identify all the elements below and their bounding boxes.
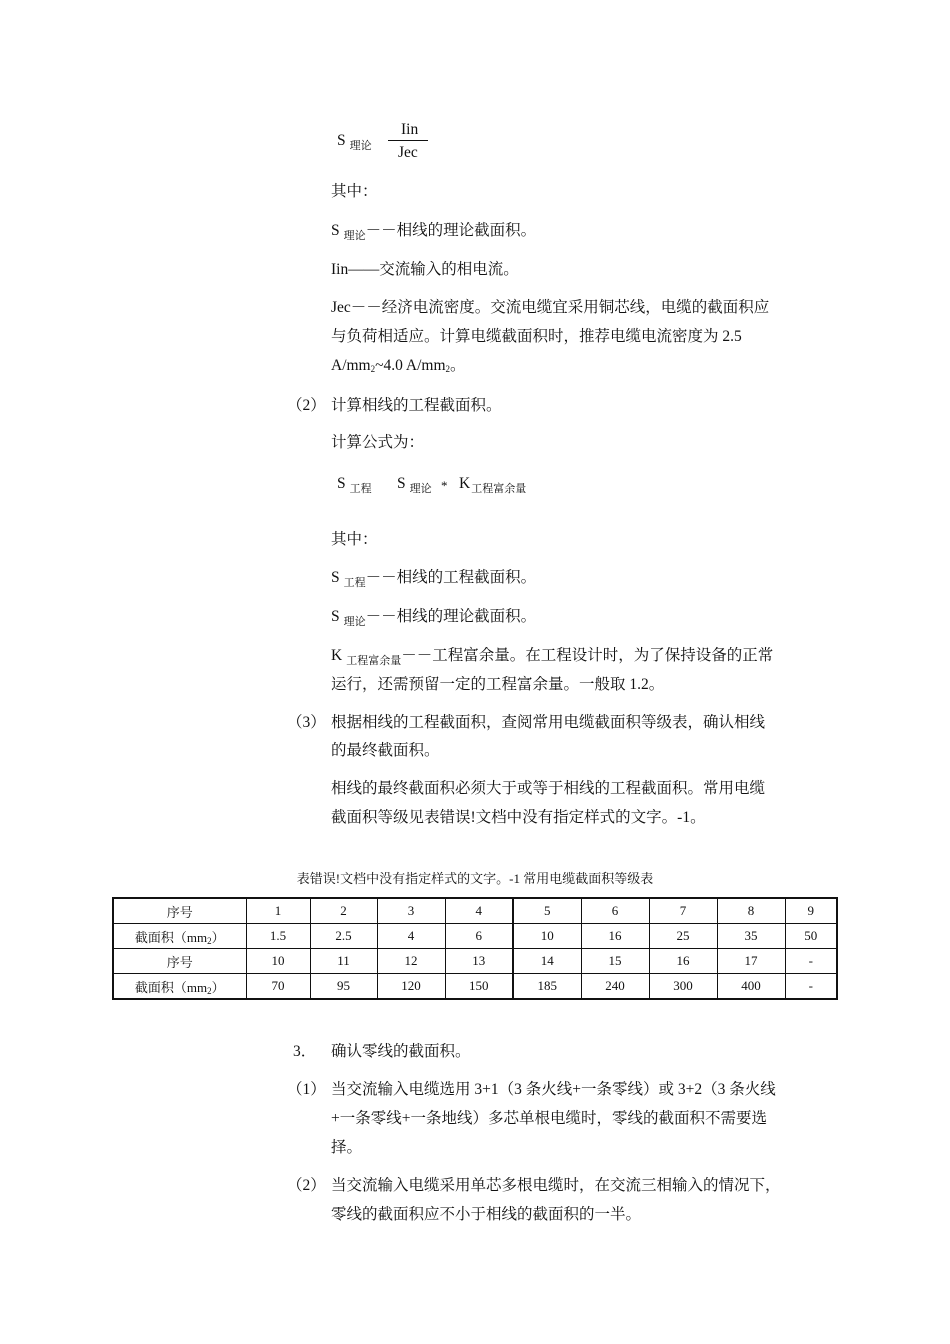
table-cell: 2.5 — [310, 924, 377, 949]
formula2-s2: S — [397, 475, 406, 492]
s3-item1-line2: +一条零线+一条地线）多芯单根电缆时，零线的截面积不需要选 — [331, 1110, 767, 1127]
period: 。 — [450, 357, 466, 374]
table-cell: 150 — [445, 974, 513, 1000]
table-cell: 13 — [445, 949, 513, 974]
def-s-theory-2 — [331, 606, 536, 629]
formula2-k: K — [459, 475, 471, 492]
def-text: －－工程富余量。在工程设计时，为了保持设备的正常 — [401, 647, 774, 664]
section3-title: 确认零线的截面积。 — [331, 1043, 471, 1060]
s3-item2-number: （2） — [287, 1177, 326, 1194]
def-text: －－相线的理论截面积。 — [365, 222, 537, 239]
formula-lhs-sub: 理论 — [349, 140, 372, 152]
formula2-s: S — [337, 475, 346, 492]
def-sub: 工程 — [343, 577, 366, 589]
formula2-term2 — [397, 473, 432, 496]
row-label-text: 序号 — [166, 954, 193, 970]
cable-grade-table — [112, 897, 838, 1000]
table-cell: 8 — [717, 898, 785, 924]
def-iin: Iin——交流输入的相电流。 — [331, 261, 519, 278]
table-cell: 185 — [513, 974, 581, 1000]
step2-number: （2） — [287, 397, 326, 414]
def-k-line1 — [331, 645, 773, 668]
table-cell: 35 — [717, 924, 785, 949]
step3-number: （3） — [287, 714, 326, 731]
table-cell: 7 — [649, 898, 717, 924]
s3-item1-line1: 当交流输入电缆选用 3+1（3 条火线+一条零线）或 3+2（3 条火线 — [331, 1081, 776, 1098]
row-label-end: ） — [211, 929, 225, 945]
def-symbol: K — [331, 647, 343, 664]
s3-item1-line3: 择。 — [331, 1139, 363, 1156]
formula-intro: 计算公式为： — [331, 434, 425, 451]
formula-lhs: S — [337, 132, 346, 149]
def-text: －－相线的理论截面积。 — [365, 608, 537, 625]
row-label — [113, 974, 246, 1000]
table-cell: 16 — [649, 949, 717, 974]
unit-exp: 2 — [445, 364, 451, 374]
def-s-theory — [331, 220, 536, 243]
def-sub: 理论 — [343, 230, 366, 242]
formula-theory — [337, 130, 372, 153]
formula2-term3 — [459, 473, 526, 496]
def-jec-line2 — [331, 326, 809, 348]
unit-exp: 2 — [370, 364, 376, 374]
formula2-op: * — [441, 478, 448, 493]
def-k-line2: 运行，还需预留一定的工程富余量。一般取 1.2。 — [331, 676, 665, 693]
table-cell: 9 — [785, 898, 837, 924]
table-cell: - — [785, 974, 837, 1000]
table-cell: 15 — [581, 949, 649, 974]
unit-text: ~4.0 A/mm — [375, 357, 446, 374]
row-label — [113, 924, 246, 949]
formula2-s2-sub: 理论 — [409, 483, 432, 495]
def-sub: 理论 — [343, 616, 366, 628]
s3-item2-line1: 当交流输入电缆采用单芯多根电缆时，在交流三相输入的情况下， — [331, 1177, 781, 1194]
table-cell: 14 — [513, 949, 581, 974]
def-jec-line2-text: 与负荷相适应。计算电缆截面积时，推荐电缆电流密度为 2.5 — [331, 328, 742, 345]
section3-number: 3． — [293, 1043, 317, 1060]
def-jec-line3 — [331, 355, 466, 378]
def-jec-line1: Jec－－经济电流密度。交流电缆宜采用铜芯线，电缆的截面积应 — [331, 299, 770, 316]
table-row — [113, 898, 837, 924]
step3-line2: 的最终截面积。 — [331, 742, 440, 759]
where-label-2: 其中： — [331, 531, 378, 548]
table-cell: 95 — [310, 974, 377, 1000]
s3-item1-number: （1） — [287, 1081, 326, 1098]
table-cell: 25 — [649, 924, 717, 949]
table-cell: 6 — [581, 898, 649, 924]
note-line1: 相线的最终截面积必须大于或等于相线的工程截面积。常用电缆 — [331, 780, 766, 797]
table-cell: 240 — [581, 974, 649, 1000]
def-sub: 工程富余量 — [346, 655, 402, 667]
table-cell: 5 — [513, 898, 581, 924]
formula-denominator: Jec — [398, 144, 418, 161]
table-cell: 1 — [246, 898, 310, 924]
table-row — [113, 924, 837, 949]
table-cell: 3 — [377, 898, 445, 924]
table-caption: 表错误!文档中没有指定样式的文字。-1 常用电缆截面积等级表 — [296, 871, 654, 886]
table-cell: 12 — [377, 949, 445, 974]
step3-line1: 根据相线的工程截面积，查阅常用电缆截面积等级表，确认相线 — [331, 714, 766, 731]
table-cell: 70 — [246, 974, 310, 1000]
formula-engineering — [337, 473, 372, 496]
table-cell: 6 — [445, 924, 513, 949]
row-label-end: ） — [211, 979, 225, 995]
table-cell: 1.5 — [246, 924, 310, 949]
table-cell: 10 — [246, 949, 310, 974]
def-text: －－相线的工程截面积。 — [365, 569, 537, 586]
step2-text: 计算相线的工程截面积。 — [331, 397, 502, 414]
def-symbol: S — [331, 222, 340, 239]
table-cell: 120 — [377, 974, 445, 1000]
row-label-unit: 2 — [207, 985, 212, 996]
table-cell: 50 — [785, 924, 837, 949]
formula2-k-sub: 工程富余量 — [471, 483, 527, 495]
unit-text: A/mm — [331, 357, 371, 374]
formula2-s-sub: 工程 — [349, 483, 372, 495]
table-row — [113, 949, 837, 974]
table-cell: - — [785, 949, 837, 974]
where-label-1: 其中： — [331, 183, 378, 200]
row-label — [113, 898, 246, 924]
table-cell: 2 — [310, 898, 377, 924]
table-cell: 300 — [649, 974, 717, 1000]
row-label-text: 截面积（mm — [134, 979, 208, 995]
table-row — [113, 974, 837, 1000]
table-cell: 11 — [310, 949, 377, 974]
table-cell: 17 — [717, 949, 785, 974]
table-cell: 16 — [581, 924, 649, 949]
row-label-text: 序号 — [166, 904, 193, 920]
note-line2: 截面积等级见表错误!文档中没有指定样式的文字。-1。 — [331, 809, 706, 826]
def-symbol: S — [331, 569, 340, 586]
row-label-unit: 2 — [207, 935, 212, 946]
table-cell: 10 — [513, 924, 581, 949]
fraction-bar — [388, 140, 428, 141]
row-label-text: 截面积（mm — [134, 929, 208, 945]
s3-item2-line2: 零线的截面积应不小于相线的截面积的一半。 — [331, 1206, 642, 1223]
table-cell: 4 — [377, 924, 445, 949]
def-symbol: S — [331, 608, 340, 625]
table-cell: 4 — [445, 898, 513, 924]
row-label — [113, 949, 246, 974]
def-s-eng — [331, 567, 536, 590]
formula-numerator: Iin — [401, 121, 419, 138]
table-cell: 400 — [717, 974, 785, 1000]
